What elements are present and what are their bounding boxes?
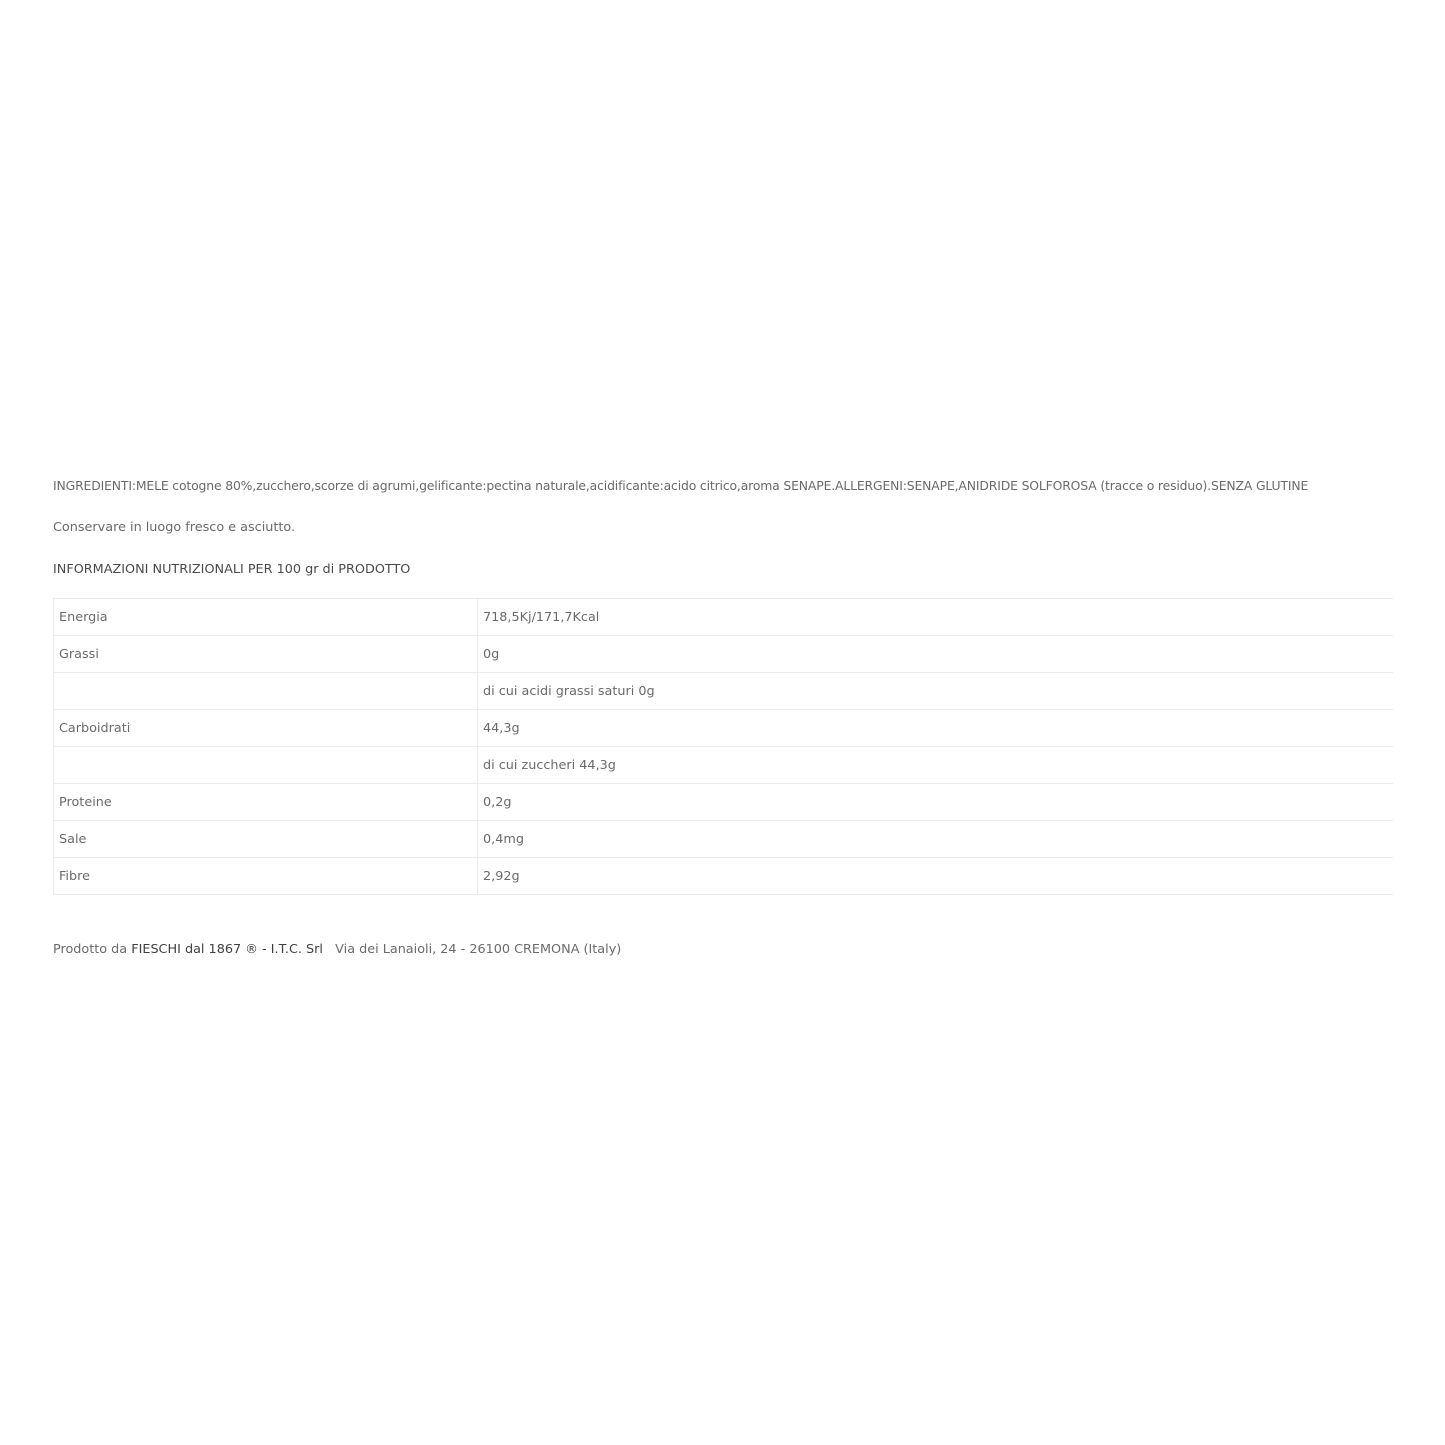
ingredients-text: INGREDIENTI:MELE cotogne 80%,zucchero,scorze di agrumi,gelificante:pectina naturale,acidificante:acido citrico,aroma SENAPE.ALLERGENI:SENAPE,ANIDRIDE SOLFOROSA (tracce o residuo).SENZA GLUTINE <box>53 478 1309 493</box>
nutrition-table <box>53 598 1393 895</box>
nutrient-label: Fibre <box>54 858 478 895</box>
nutrient-label <box>54 673 478 710</box>
nutrient-label: Carboidrati <box>54 710 478 747</box>
nutrient-label: Sale <box>54 821 478 858</box>
nutrient-label: Energia <box>54 599 478 636</box>
producer-prefix: Prodotto da <box>53 942 132 957</box>
nutrient-label: Grassi <box>54 636 478 673</box>
nutrient-value: di cui zuccheri 44,3g <box>478 747 1394 784</box>
table-row <box>54 747 1394 784</box>
table-row <box>54 784 1394 821</box>
nutrient-value: di cui acidi grassi saturi 0g <box>478 673 1394 710</box>
nutrient-value: 0,2g <box>478 784 1394 821</box>
nutrient-value: 44,3g <box>478 710 1394 747</box>
nutrient-value: 2,92g <box>478 858 1394 895</box>
table-row <box>54 673 1394 710</box>
table-row <box>54 821 1394 858</box>
storage-instructions: Conservare in luogo fresco e asciutto. <box>53 520 296 535</box>
nutrient-value: 0g <box>478 636 1394 673</box>
nutrient-value: 0,4mg <box>478 821 1394 858</box>
nutrient-label: Proteine <box>54 784 478 821</box>
producer-address: Via dei Lanaioli, 24 - 26100 CREMONA (Italy) <box>335 942 622 957</box>
nutrition-heading: INFORMAZIONI NUTRIZIONALI PER 100 gr di PRODOTTO <box>53 562 411 577</box>
producer-line <box>53 940 1393 960</box>
nutrient-value: 718,5Kj/171,7Kcal <box>478 599 1394 636</box>
table-row <box>54 599 1394 636</box>
table-row <box>54 636 1394 673</box>
table-row <box>54 858 1394 895</box>
nutrient-label <box>54 747 478 784</box>
table-row <box>54 710 1394 747</box>
producer-brand: FIESCHI dal 1867 ® - I.T.C. Srl <box>131 942 323 957</box>
product-info <box>53 476 1393 960</box>
